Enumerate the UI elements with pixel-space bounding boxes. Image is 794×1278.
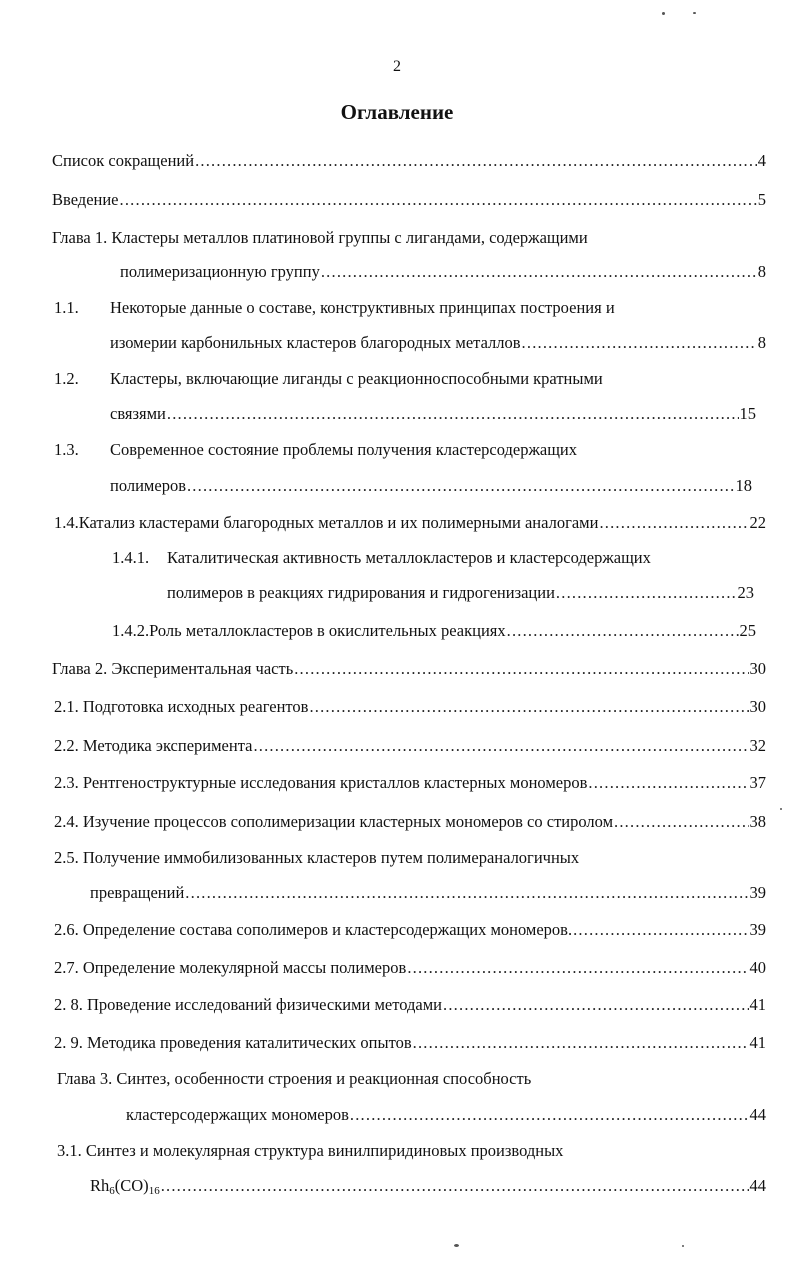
toc-entry-text: Катализ кластерами благородных металлов и их полимерными аналогами — [78, 513, 599, 532]
toc-page-number: 41 — [749, 1033, 766, 1052]
toc-entry-section-3-1-line2 — [90, 1176, 766, 1200]
toc-entry-text: 2.3. Рентгеноструктурные исследования кристаллов кластерных мономеров — [54, 773, 588, 792]
toc-page-number: 4 — [757, 151, 766, 170]
toc-entry-section-3-1-line1 — [57, 1141, 766, 1165]
toc-entry-section-2-7 — [54, 958, 766, 982]
toc-entry-text: полимеров — [110, 476, 186, 495]
toc-page-number: 41 — [749, 995, 766, 1014]
toc-leader-dots — [185, 883, 748, 903]
toc-section-number: 1.2. — [54, 369, 79, 388]
toc-leader-dots — [573, 920, 748, 940]
toc-entry-section-2-5-line1 — [54, 848, 766, 872]
toc-entry-section-2-5-line2 — [90, 883, 766, 907]
toc-entry-section-1-2-line1 — [54, 369, 766, 393]
toc-entry-text: 2.6. Определение состава сополимеров и кластерсодержащих мономеров. — [54, 920, 573, 939]
toc-entry-text: 3.1. Синтез и молекулярная структура винилпиридиновых производных — [57, 1141, 564, 1160]
toc-leader-dots — [187, 476, 735, 496]
toc-leader-dots — [195, 151, 757, 171]
toc-entry-section-2-6 — [54, 920, 766, 944]
toc-entry-chapter-1-line2 — [120, 262, 766, 286]
toc-page-number: 5 — [757, 190, 766, 209]
toc-entry-text: кластерсодержащих мономеров — [126, 1105, 349, 1124]
toc-page-number: 39 — [749, 920, 766, 939]
toc-leader-dots — [413, 1033, 749, 1053]
toc-entry-introduction — [52, 190, 766, 214]
toc-entry-section-2-1 — [54, 697, 766, 721]
toc-entry-chapter-1-line1 — [52, 228, 766, 252]
toc-leader-dots — [321, 262, 757, 282]
toc-leader-dots — [407, 958, 748, 978]
scan-speck — [780, 808, 782, 810]
toc-entry-chapter-3-line2 — [126, 1105, 766, 1129]
toc-entry-section-2-8 — [54, 995, 766, 1019]
toc-entry-section-2-3 — [54, 773, 766, 797]
toc-page-number: 18 — [735, 476, 752, 495]
toc-entry-section-1-3-line1 — [54, 440, 766, 464]
toc-entry-section-1-1-line1 — [54, 298, 766, 322]
toc-page-number: 30 — [749, 659, 766, 678]
toc-page-number: 44 — [749, 1176, 766, 1195]
toc-entry-chapter-3-line1 — [57, 1069, 766, 1093]
toc-leader-dots — [253, 736, 748, 756]
page-title: Оглавление — [340, 100, 454, 124]
toc-section-number: 1.4.1. — [112, 548, 150, 567]
toc-page-number: 37 — [749, 773, 766, 792]
toc-entry-text: связями — [110, 404, 166, 423]
toc-entry-section-1-1-line2 — [110, 333, 766, 357]
toc-entry-text: 2.4. Изучение процессов сополимеризации кластерных мономеров со стиролом — [54, 812, 614, 831]
toc-section-number: 1.4.2. — [112, 621, 150, 640]
toc-section-number: 1.1. — [54, 298, 79, 317]
toc-entry-chapter-2 — [52, 659, 766, 683]
formula-group: (CO) — [114, 1176, 149, 1195]
toc-page-number: 25 — [739, 621, 756, 640]
toc-entry-text: полимеризационную группу — [120, 262, 320, 281]
toc-page-number: 38 — [749, 812, 766, 831]
toc-entry-text: Глава 1. Кластеры металлов платиновой группы с лигандами, содержащими — [52, 228, 588, 247]
formula-element: Rh — [90, 1176, 110, 1195]
toc-entry-text: Некоторые данные о составе, конструктивных принципах построения и — [110, 298, 615, 317]
toc-leader-dots — [588, 773, 748, 793]
toc-page-number: 8 — [757, 262, 766, 281]
toc-entry-text: 2.5. Получение иммобилизованных кластеров путем полимераналогичных — [54, 848, 580, 867]
toc-entry-text: 2. 9. Методика проведения каталитических опытов — [54, 1033, 412, 1052]
toc-leader-dots — [294, 659, 748, 679]
toc-entry-section-1-2-line2 — [110, 404, 756, 428]
toc-leader-dots — [614, 812, 748, 832]
toc-leader-dots — [120, 190, 757, 210]
toc-entry-section-1-4-1-line1 — [112, 548, 766, 572]
toc-entry-text: Современное состояние проблемы получения кластерсодержащих — [110, 440, 578, 459]
toc-entry-section-1-4 — [54, 513, 766, 537]
toc-page-number: 40 — [749, 958, 766, 977]
toc-entry-text: Список сокращений — [52, 151, 195, 170]
toc-entry-section-2-2 — [54, 736, 766, 760]
scan-speck — [454, 1244, 459, 1247]
toc-leader-dots — [309, 697, 748, 717]
toc-entry-text: 2.7. Определение молекулярной массы полимеров — [54, 958, 407, 977]
toc-page-number: 32 — [749, 736, 766, 755]
toc-page-number: 22 — [749, 513, 766, 532]
toc-leader-dots — [599, 513, 748, 533]
toc-section-number: 1.3. — [54, 440, 79, 459]
toc-entry-text: превращений — [90, 883, 185, 902]
toc-page-number: 15 — [739, 404, 756, 423]
toc-entry-text: Глава 3. Синтез, особенности строения и реакционная способность — [57, 1069, 532, 1088]
toc-entry-text: 2. 8. Проведение исследований физическими методами — [54, 995, 443, 1014]
toc-page-number: 39 — [749, 883, 766, 902]
toc-page-number: 23 — [737, 583, 754, 602]
toc-entry-text: Кластеры, включающие лиганды с реакционноспособными кратными — [110, 369, 603, 388]
toc-entry-text: 2.2. Методика эксперимента — [54, 736, 253, 755]
scan-speck — [682, 1245, 684, 1247]
toc-entry-text: Введение — [52, 190, 119, 209]
toc-leader-dots — [556, 583, 737, 603]
toc-page-number: 30 — [749, 697, 766, 716]
toc-entry-text: Роль металлокластеров в окислительных реакциях — [149, 621, 506, 640]
scan-speck — [693, 12, 696, 14]
toc-entry-section-1-4-1-line2 — [167, 583, 754, 607]
toc-entry-text: полимеров в реакциях гидрирования и гидрогенизации — [167, 583, 555, 602]
toc-section-number: 1.4. — [54, 513, 79, 532]
toc-entry-section-1-4-2 — [112, 621, 756, 645]
toc-entry-text: Глава 2. Экспериментальная часть — [52, 659, 294, 678]
toc-entry-text: Каталитическая активность металлокластеров и кластерсодержащих — [167, 548, 651, 567]
toc-page-number: 44 — [749, 1105, 766, 1124]
toc-entry-text: изомерии карбонильных кластеров благородных металлов — [110, 333, 521, 352]
toc-leader-dots — [161, 1176, 749, 1196]
scan-speck — [662, 12, 665, 15]
toc-entry-text: 2.1. Подготовка исходных реагентов — [54, 697, 309, 716]
toc-page-number: 8 — [757, 333, 766, 352]
toc-leader-dots — [507, 621, 739, 641]
toc-entry-formula — [90, 1176, 160, 1197]
toc-entry-abbreviations — [52, 151, 766, 175]
toc-entry-section-2-9 — [54, 1033, 766, 1057]
toc-entry-section-2-4 — [54, 812, 766, 836]
formula-subscript: 6 — [109, 1185, 115, 1197]
toc-leader-dots — [167, 404, 739, 424]
toc-entry-section-1-3-line2 — [110, 476, 752, 500]
page-number: 2 — [393, 58, 401, 75]
toc-leader-dots — [443, 995, 748, 1015]
formula-subscript: 16 — [148, 1185, 160, 1197]
toc-leader-dots — [522, 333, 757, 353]
toc-leader-dots — [350, 1105, 749, 1125]
